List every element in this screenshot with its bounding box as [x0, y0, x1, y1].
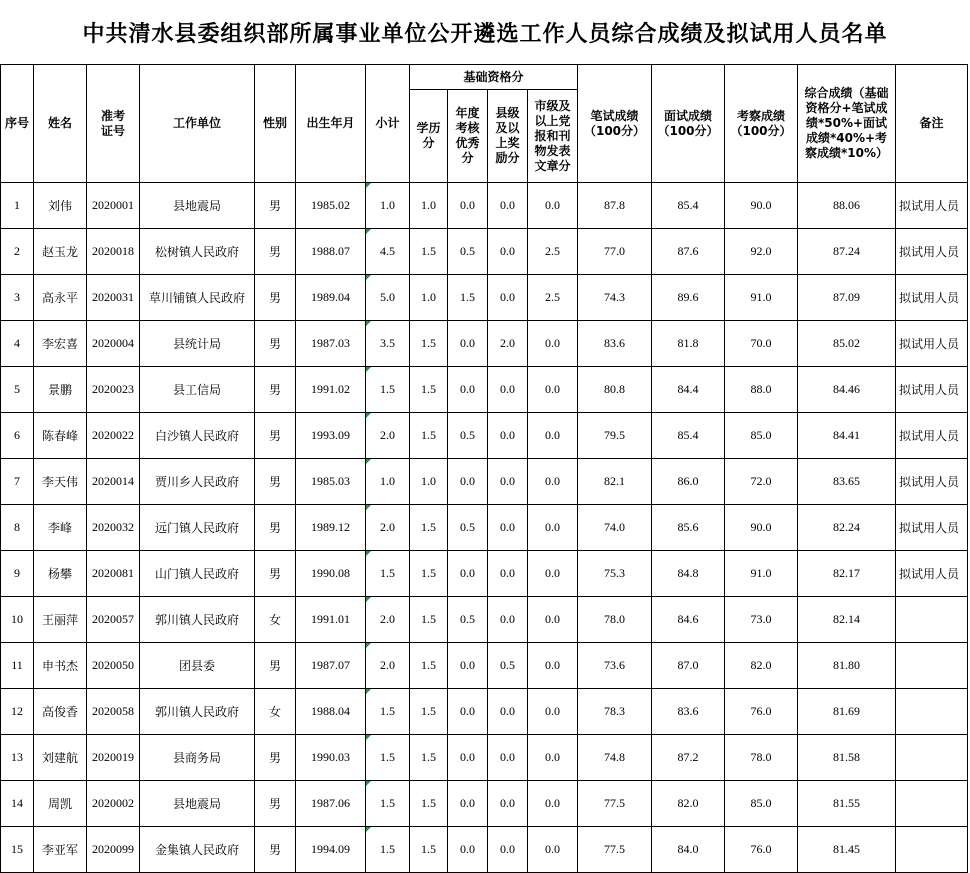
- header-total: 综合成绩（基础资格分+笔试成绩*50%+面试成绩*40%+考察成绩*10%）: [798, 65, 896, 183]
- cell-seq: 1: [1, 183, 34, 229]
- cell-gender: 男: [255, 643, 296, 689]
- cell-total: 81.45: [798, 827, 896, 873]
- cell-county: 0.0: [488, 367, 528, 413]
- cell-total: 87.24: [798, 229, 896, 275]
- cell-annual: 0.0: [448, 321, 488, 367]
- header-name: 姓名: [34, 65, 87, 183]
- cell-unit: 县工信局: [140, 367, 255, 413]
- cell-city: 0.0: [528, 183, 578, 229]
- cell-city: 0.0: [528, 735, 578, 781]
- cell-subtotal: 1.5: [366, 735, 410, 781]
- header-city: 市级及以上党报和刊物发表文章分: [528, 90, 578, 183]
- cell-city: 0.0: [528, 781, 578, 827]
- cell-exam-no: 2020032: [87, 505, 140, 551]
- cell-seq: 13: [1, 735, 34, 781]
- cell-gender: 男: [255, 505, 296, 551]
- header-annual: 年度考核优秀分: [448, 90, 488, 183]
- cell-seq: 8: [1, 505, 34, 551]
- header-remark: 备注: [896, 65, 968, 183]
- cell-remark: 拟试用人员: [896, 367, 968, 413]
- cell-exam-no: 2020014: [87, 459, 140, 505]
- cell-annual: 0.0: [448, 781, 488, 827]
- header-county: 县级及以上奖励分: [488, 90, 528, 183]
- cell-edu: 1.5: [410, 689, 448, 735]
- cell-remark: 拟试用人员: [896, 551, 968, 597]
- cell-seq: 2: [1, 229, 34, 275]
- cell-annual: 0.0: [448, 367, 488, 413]
- cell-remark: 拟试用人员: [896, 459, 968, 505]
- cell-edu: 1.5: [410, 367, 448, 413]
- cell-city: 2.5: [528, 275, 578, 321]
- cell-gender: 女: [255, 597, 296, 643]
- cell-interview: 85.4: [652, 183, 725, 229]
- cell-subtotal: 4.5: [366, 229, 410, 275]
- cell-edu: 1.5: [410, 643, 448, 689]
- cell-county: 0.0: [488, 183, 528, 229]
- cell-county: 0.0: [488, 827, 528, 873]
- cell-edu: 1.0: [410, 183, 448, 229]
- cell-edu: 1.5: [410, 597, 448, 643]
- cell-inspection: 73.0: [725, 597, 798, 643]
- cell-name: 杨攀: [34, 551, 87, 597]
- cell-unit: 团县委: [140, 643, 255, 689]
- cell-annual: 1.5: [448, 275, 488, 321]
- cell-written: 74.3: [578, 275, 652, 321]
- cell-edu: 1.5: [410, 321, 448, 367]
- table-row: [1, 551, 968, 597]
- cell-subtotal: 1.5: [366, 689, 410, 735]
- cell-unit: 县地震局: [140, 781, 255, 827]
- cell-inspection: 72.0: [725, 459, 798, 505]
- cell-edu: 1.0: [410, 275, 448, 321]
- cell-gender: 男: [255, 551, 296, 597]
- cell-annual: 0.0: [448, 183, 488, 229]
- header-gender: 性别: [255, 65, 296, 183]
- cell-seq: 5: [1, 367, 34, 413]
- cell-written: 87.8: [578, 183, 652, 229]
- header-seq: 序号: [1, 65, 34, 183]
- table-row: [1, 459, 968, 505]
- cell-edu: 1.5: [410, 413, 448, 459]
- cell-exam-no: 2020018: [87, 229, 140, 275]
- cell-annual: 0.5: [448, 505, 488, 551]
- cell-county: 2.0: [488, 321, 528, 367]
- cell-county: 0.0: [488, 505, 528, 551]
- cell-birth: 1989.12: [296, 505, 366, 551]
- cell-edu: 1.5: [410, 827, 448, 873]
- cell-written: 77.5: [578, 827, 652, 873]
- cell-annual: 0.0: [448, 643, 488, 689]
- cell-annual: 0.0: [448, 827, 488, 873]
- cell-written: 78.3: [578, 689, 652, 735]
- cell-seq: 3: [1, 275, 34, 321]
- cell-remark: [896, 735, 968, 781]
- cell-county: 0.0: [488, 551, 528, 597]
- cell-subtotal: 1.5: [366, 827, 410, 873]
- cell-exam-no: 2020057: [87, 597, 140, 643]
- cell-gender: 男: [255, 827, 296, 873]
- cell-subtotal: 1.5: [366, 781, 410, 827]
- cell-city: 0.0: [528, 827, 578, 873]
- cell-written: 73.6: [578, 643, 652, 689]
- table-row: [1, 183, 968, 229]
- cell-exam-no: 2020099: [87, 827, 140, 873]
- cell-gender: 男: [255, 229, 296, 275]
- cell-unit: 郭川镇人民政府: [140, 597, 255, 643]
- cell-birth: 1987.07: [296, 643, 366, 689]
- header-subtotal: 小计: [366, 65, 410, 183]
- cell-exam-no: 2020081: [87, 551, 140, 597]
- cell-birth: 1987.03: [296, 321, 366, 367]
- cell-exam-no: 2020023: [87, 367, 140, 413]
- header-unit: 工作单位: [140, 65, 255, 183]
- cell-subtotal: 5.0: [366, 275, 410, 321]
- table-row: [1, 781, 968, 827]
- cell-remark: 拟试用人员: [896, 183, 968, 229]
- cell-seq: 15: [1, 827, 34, 873]
- cell-annual: 0.0: [448, 551, 488, 597]
- cell-inspection: 90.0: [725, 183, 798, 229]
- cell-annual: 0.5: [448, 413, 488, 459]
- cell-subtotal: 2.0: [366, 413, 410, 459]
- cell-annual: 0.5: [448, 229, 488, 275]
- table-row: [1, 367, 968, 413]
- cell-edu: 1.5: [410, 551, 448, 597]
- cell-county: 0.0: [488, 735, 528, 781]
- cell-exam-no: 2020004: [87, 321, 140, 367]
- cell-exam-no: 2020058: [87, 689, 140, 735]
- cell-written: 80.8: [578, 367, 652, 413]
- cell-gender: 男: [255, 367, 296, 413]
- cell-unit: 松树镇人民政府: [140, 229, 255, 275]
- cell-remark: 拟试用人员: [896, 275, 968, 321]
- results-table: [0, 64, 968, 873]
- cell-birth: 1985.02: [296, 183, 366, 229]
- cell-inspection: 78.0: [725, 735, 798, 781]
- cell-name: 周凯: [34, 781, 87, 827]
- cell-exam-no: 2020022: [87, 413, 140, 459]
- table-row: [1, 321, 968, 367]
- cell-seq: 6: [1, 413, 34, 459]
- cell-city: 0.0: [528, 321, 578, 367]
- cell-remark: 拟试用人员: [896, 505, 968, 551]
- cell-subtotal: 2.0: [366, 597, 410, 643]
- cell-gender: 女: [255, 689, 296, 735]
- cell-inspection: 85.0: [725, 781, 798, 827]
- cell-total: 81.69: [798, 689, 896, 735]
- cell-remark: [896, 643, 968, 689]
- cell-inspection: 91.0: [725, 275, 798, 321]
- table-row: [1, 597, 968, 643]
- cell-name: 高永平: [34, 275, 87, 321]
- cell-gender: 男: [255, 781, 296, 827]
- table-row: [1, 643, 968, 689]
- cell-county: 0.5: [488, 643, 528, 689]
- cell-birth: 1985.03: [296, 459, 366, 505]
- cell-name: 陈春峰: [34, 413, 87, 459]
- cell-unit: 金集镇人民政府: [140, 827, 255, 873]
- cell-inspection: 76.0: [725, 689, 798, 735]
- cell-gender: 男: [255, 735, 296, 781]
- cell-exam-no: 2020002: [87, 781, 140, 827]
- header-basic-group: 基础资格分: [410, 65, 578, 90]
- cell-birth: 1990.03: [296, 735, 366, 781]
- cell-county: 0.0: [488, 597, 528, 643]
- cell-edu: 1.5: [410, 505, 448, 551]
- cell-birth: 1991.02: [296, 367, 366, 413]
- header-written: 笔试成绩（100分）: [578, 65, 652, 183]
- cell-remark: [896, 781, 968, 827]
- cell-remark: [896, 689, 968, 735]
- cell-city: 0.0: [528, 643, 578, 689]
- cell-annual: 0.5: [448, 597, 488, 643]
- cell-inspection: 92.0: [725, 229, 798, 275]
- cell-total: 84.41: [798, 413, 896, 459]
- cell-interview: 83.6: [652, 689, 725, 735]
- cell-gender: 男: [255, 275, 296, 321]
- cell-interview: 87.0: [652, 643, 725, 689]
- cell-interview: 81.8: [652, 321, 725, 367]
- cell-gender: 男: [255, 183, 296, 229]
- cell-interview: 86.0: [652, 459, 725, 505]
- cell-birth: 1991.01: [296, 597, 366, 643]
- cell-remark: [896, 597, 968, 643]
- cell-annual: 0.0: [448, 689, 488, 735]
- cell-interview: 87.2: [652, 735, 725, 781]
- cell-inspection: 82.0: [725, 643, 798, 689]
- cell-interview: 89.6: [652, 275, 725, 321]
- cell-city: 0.0: [528, 597, 578, 643]
- header-inspection: 考察成绩（100分）: [725, 65, 798, 183]
- cell-city: 0.0: [528, 367, 578, 413]
- cell-subtotal: 1.5: [366, 367, 410, 413]
- cell-edu: 1.0: [410, 459, 448, 505]
- cell-gender: 男: [255, 459, 296, 505]
- cell-unit: 县统计局: [140, 321, 255, 367]
- cell-gender: 男: [255, 321, 296, 367]
- cell-total: 82.14: [798, 597, 896, 643]
- cell-interview: 87.6: [652, 229, 725, 275]
- cell-total: 85.02: [798, 321, 896, 367]
- cell-unit: 郭川镇人民政府: [140, 689, 255, 735]
- cell-exam-no: 2020019: [87, 735, 140, 781]
- cell-total: 87.09: [798, 275, 896, 321]
- cell-total: 84.46: [798, 367, 896, 413]
- cell-unit: 远门镇人民政府: [140, 505, 255, 551]
- cell-seq: 11: [1, 643, 34, 689]
- cell-county: 0.0: [488, 229, 528, 275]
- cell-remark: 拟试用人员: [896, 413, 968, 459]
- cell-name: 刘建航: [34, 735, 87, 781]
- cell-annual: 0.0: [448, 735, 488, 781]
- cell-county: 0.0: [488, 689, 528, 735]
- cell-remark: 拟试用人员: [896, 321, 968, 367]
- cell-name: 王丽萍: [34, 597, 87, 643]
- cell-county: 0.0: [488, 781, 528, 827]
- cell-unit: 县商务局: [140, 735, 255, 781]
- cell-interview: 84.4: [652, 367, 725, 413]
- cell-exam-no: 2020050: [87, 643, 140, 689]
- cell-birth: 1987.06: [296, 781, 366, 827]
- cell-interview: 82.0: [652, 781, 725, 827]
- cell-seq: 10: [1, 597, 34, 643]
- cell-county: 0.0: [488, 275, 528, 321]
- cell-inspection: 76.0: [725, 827, 798, 873]
- cell-city: 0.0: [528, 459, 578, 505]
- cell-total: 81.55: [798, 781, 896, 827]
- cell-gender: 男: [255, 413, 296, 459]
- table-row: [1, 827, 968, 873]
- cell-name: 李峰: [34, 505, 87, 551]
- cell-interview: 84.6: [652, 597, 725, 643]
- cell-birth: 1993.09: [296, 413, 366, 459]
- cell-subtotal: 1.0: [366, 183, 410, 229]
- table-row: [1, 689, 968, 735]
- cell-annual: 0.0: [448, 459, 488, 505]
- table-row: [1, 229, 968, 275]
- cell-written: 75.3: [578, 551, 652, 597]
- cell-exam-no: 2020031: [87, 275, 140, 321]
- cell-seq: 14: [1, 781, 34, 827]
- table-row: [1, 413, 968, 459]
- cell-inspection: 88.0: [725, 367, 798, 413]
- cell-county: 0.0: [488, 459, 528, 505]
- cell-total: 82.17: [798, 551, 896, 597]
- cell-name: 李天伟: [34, 459, 87, 505]
- cell-name: 赵玉龙: [34, 229, 87, 275]
- cell-exam-no: 2020001: [87, 183, 140, 229]
- cell-inspection: 70.0: [725, 321, 798, 367]
- cell-written: 74.8: [578, 735, 652, 781]
- cell-written: 78.0: [578, 597, 652, 643]
- cell-seq: 4: [1, 321, 34, 367]
- cell-birth: 1988.04: [296, 689, 366, 735]
- cell-edu: 1.5: [410, 229, 448, 275]
- cell-subtotal: 1.5: [366, 551, 410, 597]
- cell-name: 刘伟: [34, 183, 87, 229]
- cell-name: 申书杰: [34, 643, 87, 689]
- cell-seq: 12: [1, 689, 34, 735]
- cell-city: 0.0: [528, 689, 578, 735]
- cell-name: 李宏喜: [34, 321, 87, 367]
- cell-remark: [896, 827, 968, 873]
- cell-birth: 1990.08: [296, 551, 366, 597]
- cell-written: 77.0: [578, 229, 652, 275]
- header-edu: 学历分: [410, 90, 448, 183]
- cell-name: 李亚军: [34, 827, 87, 873]
- cell-seq: 9: [1, 551, 34, 597]
- header-interview: 面试成绩（100分）: [652, 65, 725, 183]
- cell-city: 0.0: [528, 413, 578, 459]
- cell-written: 82.1: [578, 459, 652, 505]
- cell-unit: 县地震局: [140, 183, 255, 229]
- cell-name: 高俊香: [34, 689, 87, 735]
- cell-county: 0.0: [488, 413, 528, 459]
- cell-name: 景鹏: [34, 367, 87, 413]
- cell-city: 0.0: [528, 551, 578, 597]
- cell-written: 79.5: [578, 413, 652, 459]
- cell-inspection: 90.0: [725, 505, 798, 551]
- table-row: [1, 505, 968, 551]
- cell-subtotal: 3.5: [366, 321, 410, 367]
- table-row: [1, 275, 968, 321]
- header-exam-no: 准考证号: [87, 65, 140, 183]
- table-row: [1, 735, 968, 781]
- cell-interview: 84.0: [652, 827, 725, 873]
- cell-birth: 1994.09: [296, 827, 366, 873]
- page-title: 中共清水县委组织部所属事业单位公开遴选工作人员综合成绩及拟试用人员名单: [82, 21, 888, 47]
- cell-interview: 85.6: [652, 505, 725, 551]
- cell-written: 77.5: [578, 781, 652, 827]
- cell-unit: 白沙镇人民政府: [140, 413, 255, 459]
- cell-unit: 草川铺镇人民政府: [140, 275, 255, 321]
- cell-total: 88.06: [798, 183, 896, 229]
- header-birth: 出生年月: [296, 65, 366, 183]
- cell-written: 83.6: [578, 321, 652, 367]
- cell-subtotal: 1.0: [366, 459, 410, 505]
- cell-edu: 1.5: [410, 781, 448, 827]
- cell-seq: 7: [1, 459, 34, 505]
- cell-subtotal: 2.0: [366, 505, 410, 551]
- cell-remark: 拟试用人员: [896, 229, 968, 275]
- cell-total: 81.80: [798, 643, 896, 689]
- cell-interview: 84.8: [652, 551, 725, 597]
- cell-city: 2.5: [528, 229, 578, 275]
- cell-inspection: 91.0: [725, 551, 798, 597]
- cell-unit: 贾川乡人民政府: [140, 459, 255, 505]
- cell-unit: 山门镇人民政府: [140, 551, 255, 597]
- cell-total: 81.58: [798, 735, 896, 781]
- cell-written: 74.0: [578, 505, 652, 551]
- cell-birth: 1989.04: [296, 275, 366, 321]
- cell-total: 82.24: [798, 505, 896, 551]
- cell-total: 83.65: [798, 459, 896, 505]
- cell-birth: 1988.07: [296, 229, 366, 275]
- table-body: [1, 183, 968, 873]
- cell-interview: 85.4: [652, 413, 725, 459]
- cell-city: 0.0: [528, 505, 578, 551]
- cell-inspection: 85.0: [725, 413, 798, 459]
- cell-subtotal: 2.0: [366, 643, 410, 689]
- cell-edu: 1.5: [410, 735, 448, 781]
